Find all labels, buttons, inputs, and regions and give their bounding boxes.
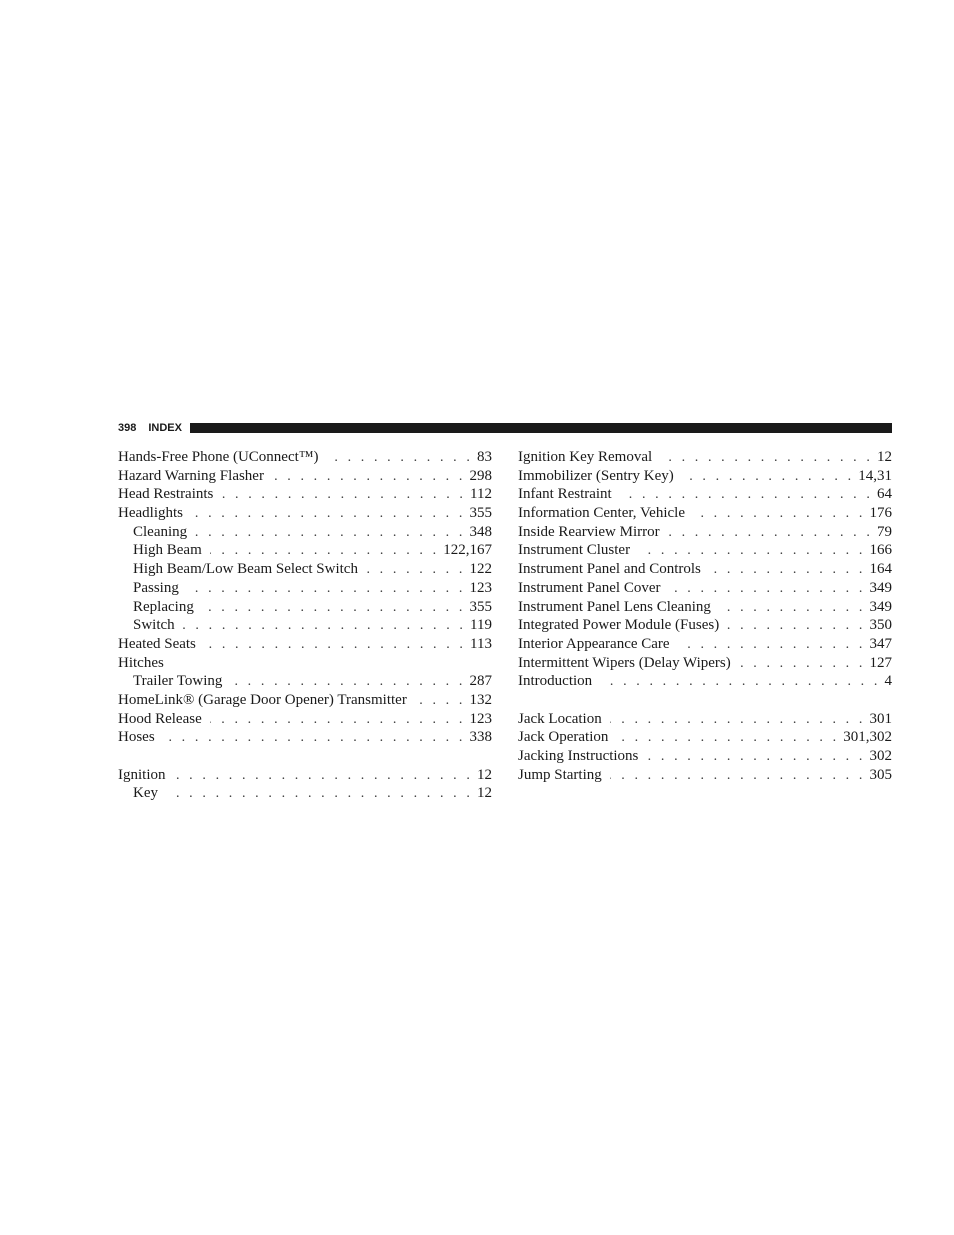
index-page-ref: 347: [869, 635, 892, 652]
index-page-ref: 122,167: [443, 542, 492, 559]
page-header: [118, 420, 892, 436]
index-term: Passing: [133, 579, 179, 596]
index-subentry: [118, 616, 492, 635]
index-subentry: [118, 579, 492, 598]
index-page-ref: 164: [869, 561, 892, 578]
dot-leader: [230, 673, 465, 692]
index-term: Interior Appearance Care: [518, 635, 670, 652]
dot-leader: [272, 468, 466, 487]
index-subentry: [118, 598, 492, 617]
index-term: Instrument Cluster: [518, 542, 631, 559]
index-page-ref: 123: [469, 579, 492, 596]
index-page-ref: 305: [869, 766, 892, 783]
index-term: Inside Rearview Mirror: [518, 523, 660, 540]
index-entry: [518, 448, 892, 467]
dot-leader: [727, 617, 865, 636]
index-page-ref: 355: [469, 598, 492, 615]
section-title: INDEX: [148, 422, 182, 434]
index-page-ref: 113: [470, 635, 492, 652]
index-page-ref: 348: [469, 523, 492, 540]
dot-leader: [682, 468, 854, 487]
index-term: Infant Restraint: [518, 486, 612, 503]
index-page-ref: 349: [869, 579, 892, 596]
index-page-ref: 12: [477, 785, 492, 802]
index-column-left: [118, 448, 492, 803]
index-term: Head Restraints: [118, 486, 214, 503]
index-entry: [518, 485, 892, 504]
index-term: Intermittent Wipers (Delay Wipers): [518, 654, 731, 671]
dot-leader: [646, 748, 865, 767]
index-term: Hoses: [118, 729, 155, 746]
dot-leader: [195, 524, 465, 543]
index-term: Instrument Panel Cover: [518, 579, 661, 596]
index-entry: [518, 616, 892, 635]
index-page-ref: 176: [869, 505, 892, 522]
index-entry: [118, 504, 492, 523]
index-entry: [518, 560, 892, 579]
index-page-ref: 14,31: [858, 467, 892, 484]
index-page-ref: 4: [884, 673, 892, 690]
index-entry: [518, 728, 892, 747]
index-page-ref: 298: [469, 467, 492, 484]
index-term: Headlights: [118, 505, 183, 522]
index-page-ref: 166: [869, 542, 892, 559]
index-subentry: [118, 560, 492, 579]
index-entry: [518, 541, 892, 560]
dot-leader: [668, 524, 873, 543]
index-entry: [518, 747, 892, 766]
index-subentry: [118, 784, 492, 803]
index-entry: [118, 485, 492, 504]
index-entry: [118, 728, 492, 747]
index-entry: [118, 710, 492, 729]
index-entry: [518, 654, 892, 673]
index-term: Hands-Free Phone (UConnect™): [118, 449, 319, 465]
index-page-ref: 287: [469, 673, 492, 690]
index-spacer: [518, 691, 892, 710]
index-page-ref: 122: [469, 561, 492, 578]
dot-leader: [693, 505, 866, 524]
index-term: Hazard Warning Flasher: [118, 467, 264, 484]
index-term: Instrument Panel and Controls: [518, 561, 701, 578]
dot-leader: [600, 673, 880, 692]
index-entry: [118, 467, 492, 486]
index-column-right: [518, 448, 892, 784]
dot-leader: [415, 692, 466, 711]
index-entry: [118, 691, 492, 710]
index-term: Instrument Panel Lens Cleaning: [518, 598, 711, 615]
dot-leader: [166, 785, 473, 804]
dot-leader: [678, 636, 866, 655]
index-spacer: [118, 747, 492, 766]
index-term: Switch: [133, 617, 175, 634]
index-page-ref: 12: [877, 449, 892, 465]
index-page-ref: 301: [869, 710, 892, 727]
index-entry: [118, 766, 492, 785]
dot-leader: [719, 599, 866, 618]
header-rule: [190, 423, 892, 433]
index-page-ref: 338: [469, 729, 492, 746]
dot-leader: [638, 542, 865, 561]
index-term: Ignition Key Removal: [518, 449, 653, 465]
dot-leader: [210, 542, 440, 561]
index-entry: [518, 579, 892, 598]
dot-leader: [187, 580, 466, 599]
index-page-ref: 112: [470, 486, 492, 503]
dot-leader: [660, 449, 873, 468]
index-term: HomeLink® (Garage Door Opener) Transmitter: [118, 691, 407, 708]
index-entry: [118, 654, 492, 673]
index-term: Trailer Towing: [133, 673, 223, 690]
index-page-ref: 301,302: [843, 729, 892, 746]
index-entry: [518, 672, 892, 691]
page-number: 398: [118, 422, 137, 434]
index-entry: [518, 598, 892, 617]
dot-leader: [210, 711, 466, 730]
index-entry: [118, 448, 492, 467]
index-entry: [518, 504, 892, 523]
dot-leader: [183, 617, 466, 636]
index-page-ref: 127: [869, 654, 892, 671]
index-subentry: [118, 523, 492, 542]
index-page-ref: 349: [869, 598, 892, 615]
index-page-ref: 119: [470, 617, 492, 634]
index-page-ref: 350: [869, 617, 892, 634]
index-term: Jack Location: [518, 710, 602, 727]
dot-leader: [204, 636, 466, 655]
index-page-ref: 83: [477, 449, 492, 465]
index-term: Introduction: [518, 673, 593, 690]
dot-leader: [174, 767, 474, 786]
dot-leader: [327, 449, 474, 468]
index-page-ref: 123: [469, 710, 492, 727]
index-page-ref: 12: [477, 766, 492, 783]
dot-leader: [610, 767, 866, 786]
index-term: Hitches: [118, 654, 164, 671]
index-term: Replacing: [133, 598, 194, 615]
index-term: Integrated Power Module (Fuses): [518, 617, 720, 634]
index-term: Heated Seats: [118, 635, 196, 652]
index-entry: [518, 467, 892, 486]
index-term: Immobilizer (Sentry Key): [518, 467, 674, 484]
index-term: Jacking Instructions: [518, 748, 639, 764]
index-entry: [118, 635, 492, 654]
index-term: Jump Starting: [518, 766, 602, 783]
index-page-ref: 64: [877, 486, 892, 503]
index-page-ref: 302: [869, 748, 892, 764]
dot-leader: [709, 561, 866, 580]
index-subentry: [118, 672, 492, 691]
dot-leader: [616, 729, 839, 748]
index-page-ref: 79: [877, 523, 892, 540]
dot-leader: [202, 599, 466, 618]
dot-leader: [739, 655, 866, 674]
dot-leader: [366, 561, 466, 580]
index-term: High Beam: [133, 542, 202, 559]
index-term: High Beam/Low Beam Select Switch: [133, 561, 358, 578]
dot-leader: [163, 729, 466, 748]
index-term: Ignition: [118, 766, 166, 783]
index-entry: [518, 523, 892, 542]
dot-leader: [668, 580, 865, 599]
index-entry: [518, 710, 892, 729]
index-entry: [518, 635, 892, 654]
dot-leader: [221, 486, 466, 505]
index-page-ref: 355: [469, 505, 492, 522]
index-term: Cleaning: [133, 523, 188, 540]
index-term: Jack Operation: [518, 729, 609, 746]
index-term: Key: [133, 785, 158, 802]
index-subentry: [118, 541, 492, 560]
index-term: Hood Release: [118, 710, 202, 727]
dot-leader: [620, 486, 873, 505]
dot-leader: [610, 711, 866, 730]
dot-leader: [191, 505, 466, 524]
index-page-ref: 132: [469, 691, 492, 708]
index-entry: [518, 766, 892, 785]
index-term: Information Center, Vehicle: [518, 505, 685, 522]
